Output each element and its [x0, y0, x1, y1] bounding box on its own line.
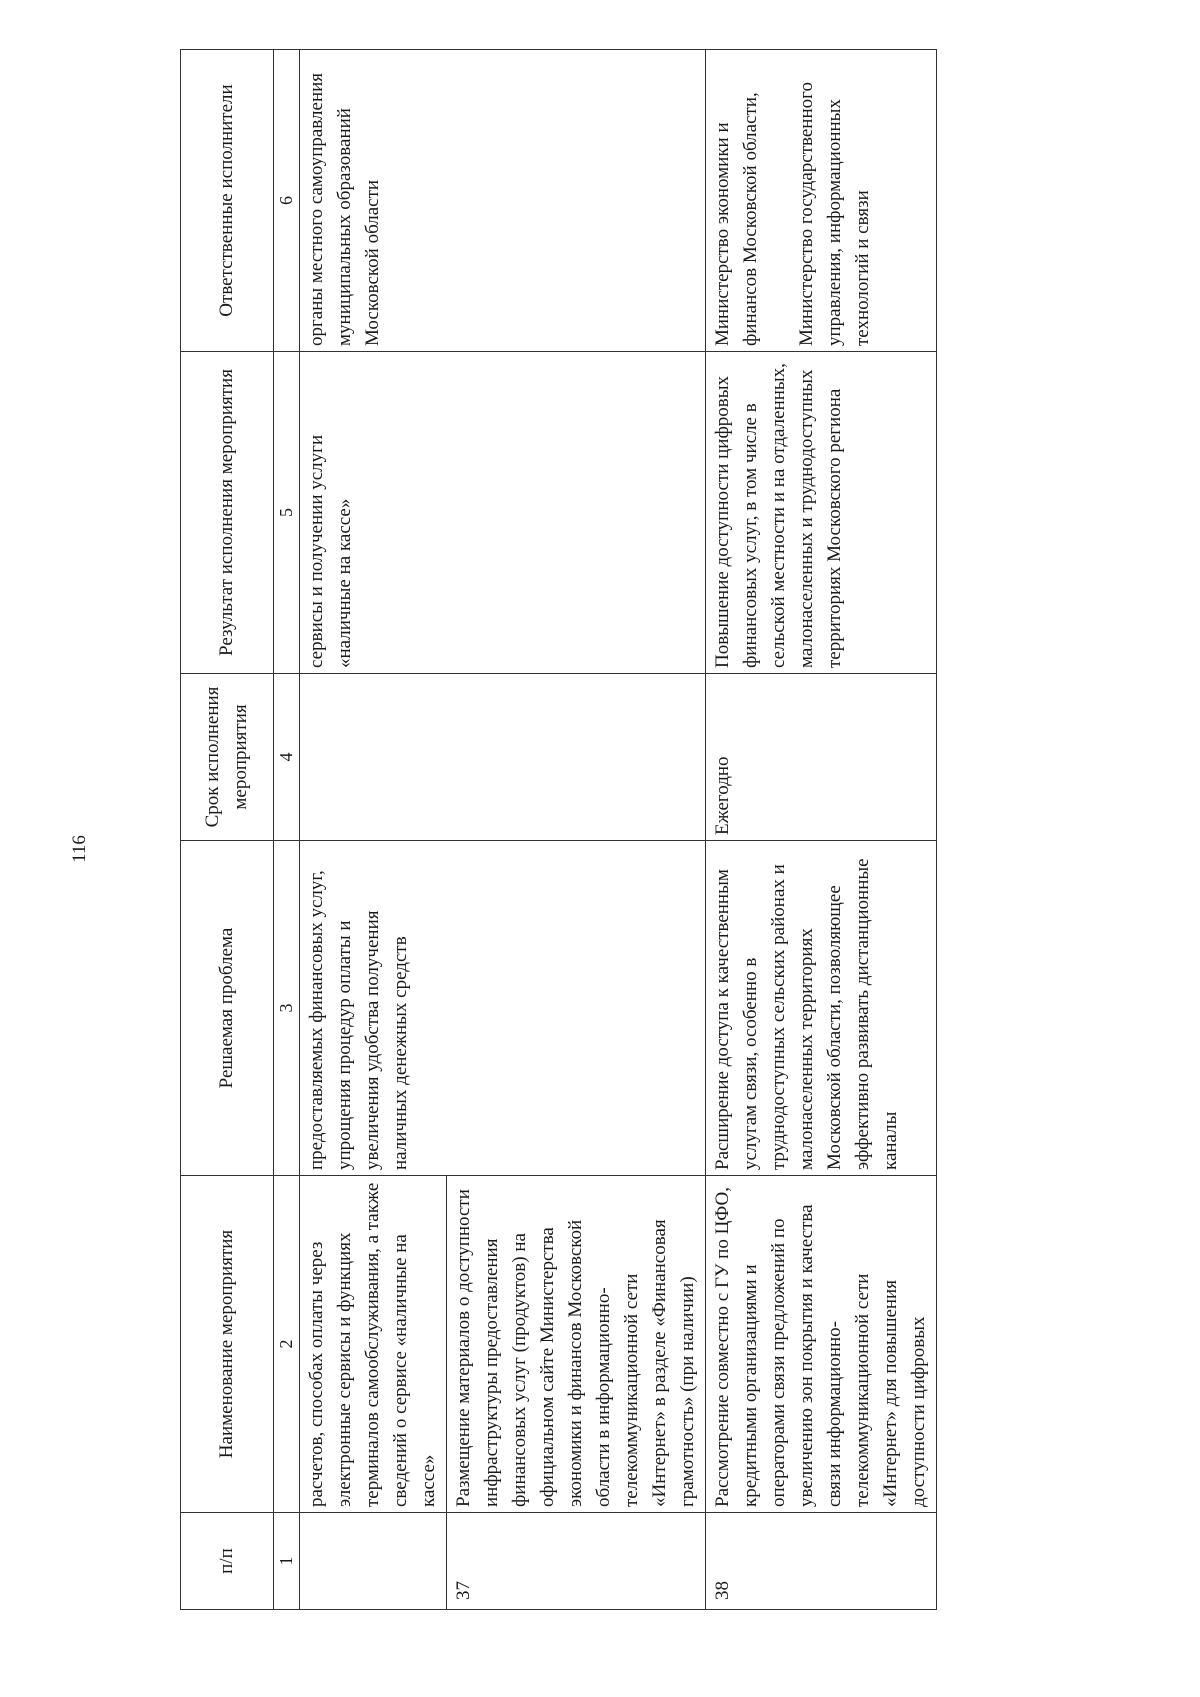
measures-table: [180, 49, 937, 1610]
header-num: п/п: [181, 1513, 274, 1610]
result-cell: сервисы и получении услуги «наличные на кассе»: [300, 352, 706, 674]
problem-cell: предоставляемых финансовых услуг, упрощения процедур оплаты и увеличения удобства получения наличных денежных средств: [300, 841, 706, 1176]
deadline-cell: Ежегодно: [706, 674, 937, 841]
row-number-cell: 37: [447, 1513, 706, 1610]
column-number: 2: [274, 1176, 300, 1513]
executors-cell: органы местного самоуправления муниципальных образований Московской области: [300, 50, 706, 352]
problem-cell: Расширение доступа к качественным услугам связи, особенно в труднодоступных сельских районах и малонаселенных территориях Московской области, позволяющее эффективно развивать дистанционные каналы: [706, 841, 937, 1176]
executor-ministry-economy: Министерство экономики и финансов Московской области,: [712, 92, 761, 346]
row-number-cell: [300, 1513, 447, 1610]
table-row-continuation: [300, 50, 447, 1610]
result-cell: Повышение доступности цифровых финансовых услуг, в том числе в сельской местности и на отдаленных, малонаселенных и труднодоступных территориях Московского региона: [706, 352, 937, 674]
column-number: 3: [274, 841, 300, 1176]
header-row: [181, 50, 274, 1610]
column-number: 5: [274, 352, 300, 674]
table-row-38: [706, 50, 937, 1610]
page-number: 116: [69, 835, 90, 863]
deadline-cell: [300, 674, 706, 841]
column-number: 4: [274, 674, 300, 841]
column-numbers-row: [274, 50, 300, 1610]
header-measure-name: Наименование мероприятия: [181, 1176, 274, 1513]
row-number-cell: 38: [706, 1513, 937, 1610]
rotated-table-container: [180, 50, 1120, 1610]
header-executors: Ответственные исполнители: [181, 50, 274, 352]
measure-name-cell: расчетов, способах оплаты через электронные сервисы и функциях терминалов самообслуживания, а также сведений о сервисе «наличные на кассе»: [300, 1176, 447, 1513]
header-result: Результат исполнения мероприятия: [181, 352, 274, 674]
column-number: 6: [274, 50, 300, 352]
executor-spacer: [765, 55, 793, 346]
executors-cell: [706, 50, 937, 352]
header-problem: Решаемая проблема: [181, 841, 274, 1176]
column-number: 1: [274, 1513, 300, 1610]
measure-name-cell: Рассмотрение совместно с ГУ по ЦФО, кредитными организациями и операторами связи предложений по увеличению зон покрытия и качества связи информационно-телекоммуникационной сети «Интернет» для повышения доступности цифровых: [706, 1176, 937, 1513]
executor-ministry-governance: Министерство государственного управления, информационных технологий и связи: [796, 82, 873, 346]
measure-name-cell: Размещение материалов о доступности инфраструктуры предоставления финансовых услуг (продуктов) на официальном сайте Министерства экономики и финансов Московской области в информационно-телекоммуникационной сети «Интернет» в разделе «Финансовая грамотность» (при наличии): [447, 1176, 706, 1513]
header-deadline: Срок исполнения мероприятия: [181, 674, 274, 841]
